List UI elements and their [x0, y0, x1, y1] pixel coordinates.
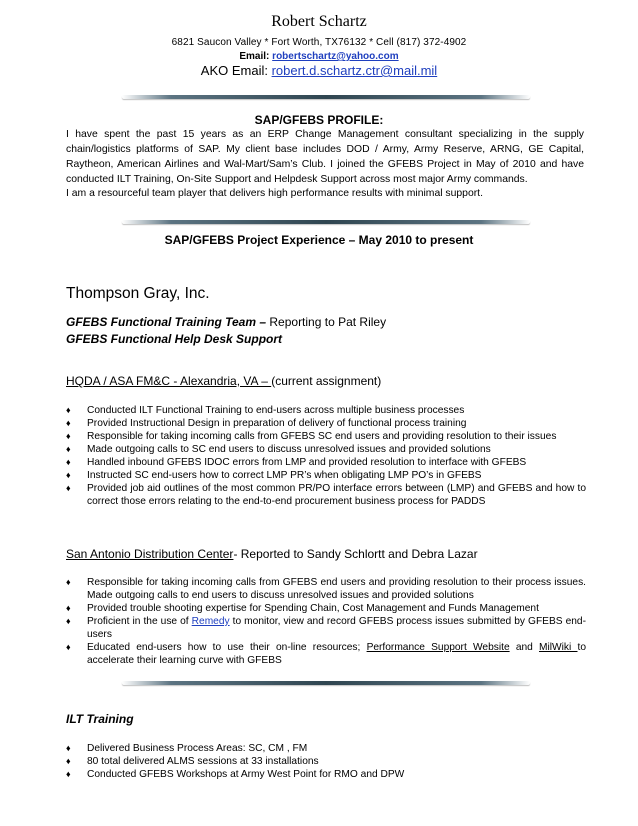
bullet-diamond-icon: ♦ — [66, 603, 71, 613]
bullet-diamond-icon: ♦ — [66, 470, 71, 480]
profile-heading: SAP/GFEBS PROFILE: — [254, 113, 384, 127]
email-link[interactable]: robertschartz@yahoo.com — [272, 51, 399, 62]
bullet-diamond-icon: ♦ — [66, 444, 71, 454]
location-hqda-name: HQDA / ASA FM&C - Alexandria, VA – — [66, 374, 272, 388]
list-item: ♦ Conducted ILT Functional Training to end-users across multiple business processes — [66, 405, 465, 416]
hqda-duties-list — [66, 404, 586, 508]
bullet-diamond-icon: ♦ — [66, 756, 71, 766]
divider-rule-2 — [122, 220, 530, 224]
bullet-diamond-icon: ♦ — [66, 457, 71, 467]
list-item: ♦ Delivered Business Process Areas: SC, CM , FM — [66, 743, 308, 754]
role-title: GFEBS Functional Training Team – — [66, 315, 270, 329]
experience-heading: SAP/GFEBS Project Experience – May 2010 to present — [164, 233, 474, 247]
candidate-name: Robert Schartz — [271, 13, 367, 30]
profile-paragraph: I have spent the past 15 years as an ERP Change Management consultant specializing in the supply chain/logistics platforms of SAP. My client base includes DOD / Army, Army Reserve, ARNG, GE Capital, Raytheon, American Airlines and Wal-Mart/Sam’s Club. I joined the GFEBS Project in May of 2010 and have conducted ILT Training, On-Site Support and Helpdesk Support across most major Army commands. — [66, 129, 584, 185]
company-name: Thompson Gray, Inc. — [66, 285, 210, 302]
divider-rule-1 — [122, 95, 530, 99]
list-item: ♦ 80 total delivered ALMS sessions at 33 installations — [66, 756, 319, 767]
list-item: ♦ Responsible for taking incoming calls from GFEBS SC end users and providing resolution to their issues — [66, 431, 557, 442]
ako-email-label: AKO Email: — [200, 63, 272, 78]
bullet-diamond-icon: ♦ — [66, 616, 71, 626]
ako-email-link[interactable]: robert.d.schartz.ctr@mail.mil — [271, 63, 438, 78]
divider-rule-3 — [122, 681, 530, 685]
profile-summary: I am a resourceful team player that delivers high performance results with minimal support. — [66, 188, 483, 199]
bullet-diamond-icon: ♦ — [66, 743, 71, 753]
address-line: 6821 Saucon Valley * Fort Worth, TX76132 * Cell (817) 372-4902 — [171, 37, 467, 48]
list-item: ♦ Educated end-users how to use their on-line resources; Performance Support Website and MilWiki to accelerate their learning curve with GFEBS — [66, 642, 586, 666]
location-san-antonio-name: San Antonio Distribution Center — [66, 547, 234, 561]
location-hqda — [66, 374, 381, 388]
email-line — [0, 51, 638, 62]
remedy-link[interactable]: Remedy — [191, 616, 230, 627]
milwiki-link[interactable]: MilWiki — [539, 642, 578, 653]
ilt-heading: ILT Training — [66, 712, 134, 726]
bullet-diamond-icon: ♦ — [66, 642, 71, 652]
performance-support-website-link[interactable]: Performance Support Website — [366, 642, 510, 653]
list-item: ♦ Conducted GFEBS Workshops at Army West Point for RMO and DPW — [66, 769, 405, 780]
list-item: ♦ Proficient in the use of Remedy to monitor, view and record GFEBS process issues submitted by GFEBS end-users — [66, 616, 586, 640]
ilt-list — [66, 742, 586, 781]
location-hqda-note: (current assignment) — [271, 374, 382, 388]
list-item: ♦ Handled inbound GFEBS IDOC errors from LMP and provided resolution to interface with GFEBS — [66, 457, 527, 468]
role-reporting: Reporting to Pat Riley — [269, 315, 387, 329]
bullet-diamond-icon: ♦ — [66, 769, 71, 779]
bullet-diamond-icon: ♦ — [66, 405, 71, 415]
list-item: ♦ Provided Instructional Design in preparation of delivery of functional process training — [66, 418, 467, 429]
role-training-team — [66, 315, 386, 329]
list-item: ♦ Made outgoing calls to SC end users to discuss unresolved issues and provided solutions — [66, 444, 491, 455]
bullet-diamond-icon: ♦ — [66, 418, 71, 428]
san-antonio-duties-list — [66, 576, 586, 667]
location-san-antonio-note: - Reported to Sandy Schlortt and Debra Lazar — [233, 547, 478, 561]
bullet-diamond-icon: ♦ — [66, 483, 71, 493]
bullet-diamond-icon: ♦ — [66, 577, 71, 587]
bullet-diamond-icon: ♦ — [66, 431, 71, 441]
list-item: ♦ Instructed SC end-users how to correct LMP PR’s when obligating LMP PO’s in GFEBS — [66, 470, 482, 481]
location-san-antonio — [66, 547, 478, 561]
ako-email-line — [0, 63, 638, 78]
email-label: Email: — [239, 51, 273, 62]
role-help-desk: GFEBS Functional Help Desk Support — [66, 332, 283, 346]
list-item: ♦ Responsible for taking incoming calls from GFEBS end users and providing resolution to their process issues. Made outgoing calls to end users to discuss unresolved issues and provided solutions — [66, 577, 586, 601]
list-item: ♦ Provided trouble shooting expertise for Spending Chain, Cost Management and Funds Management — [66, 603, 539, 614]
list-item: ♦ Provided job aid outlines of the most common PR/PO interface errors between (LMP) and GFEBS and how to correct those errors relating to the end-to-end procurement business process for PADDS — [66, 483, 586, 507]
